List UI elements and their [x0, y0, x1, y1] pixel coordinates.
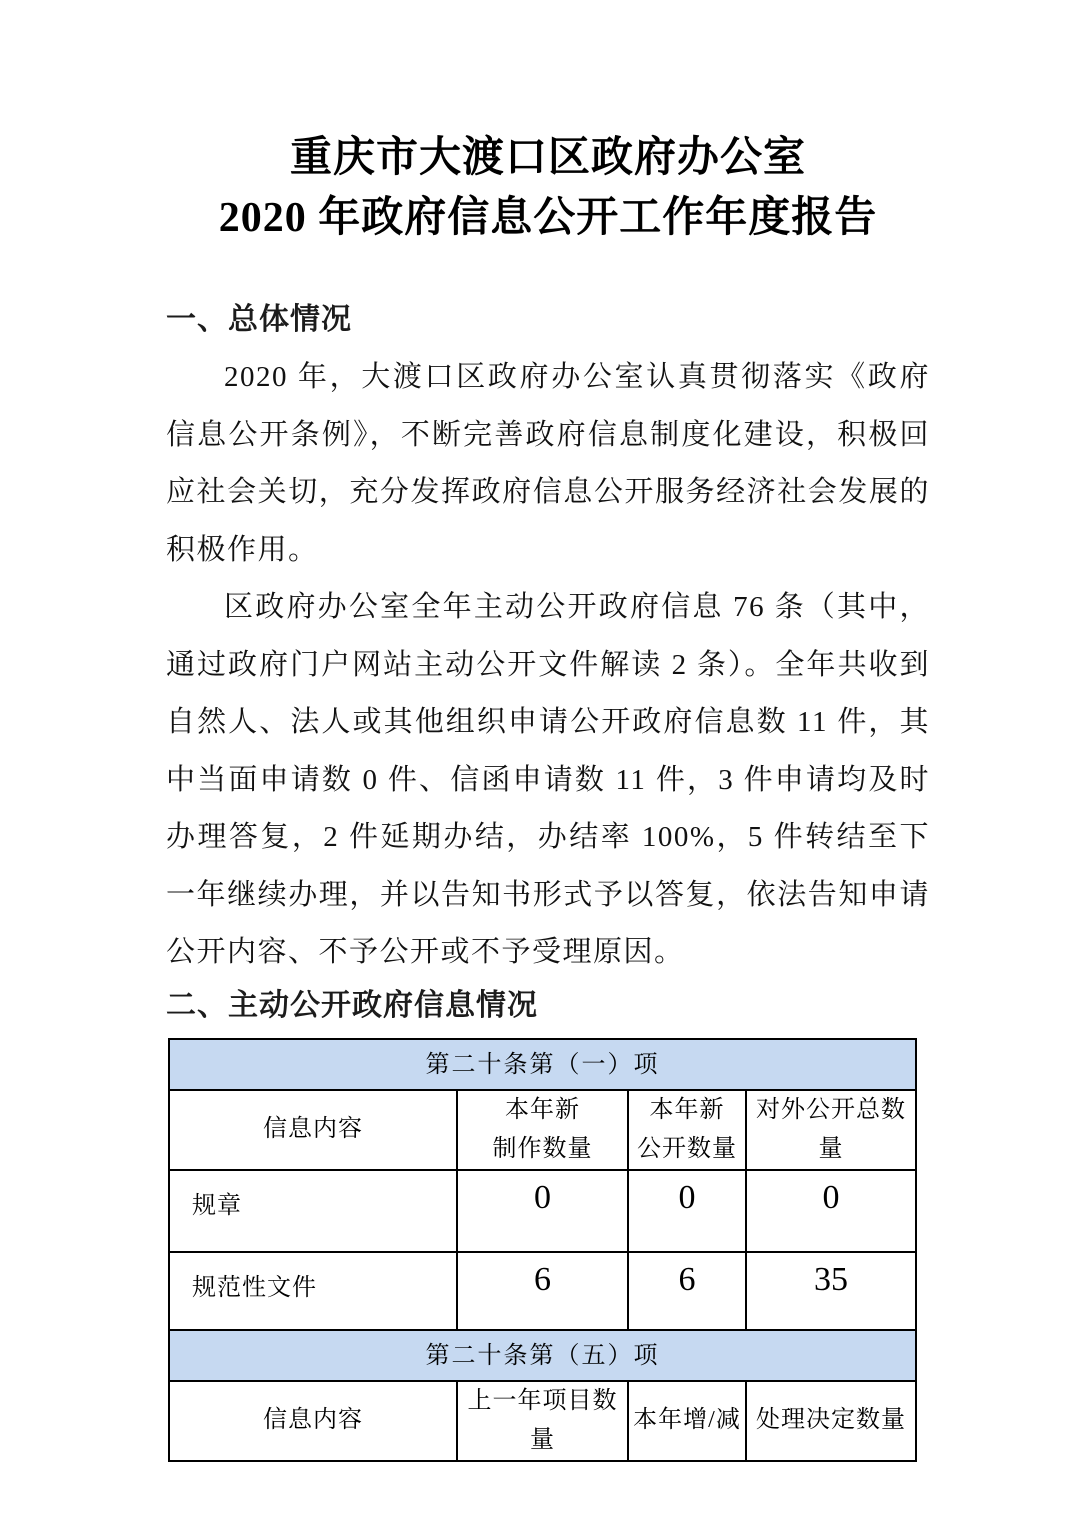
doc-title	[166, 128, 930, 248]
disclosure-table	[168, 1038, 917, 1462]
section-1-paragraph-2: 区政府办公室全年主动公开政府信息 76 条（其中，通过政府门户网站主动公开文件解读 2 条）。全年共收到自然人、法人或其他组织申请公开政府信息数 11 件，其中当面申请数 0 件、信函申请数 11 件，3 件申请均及时办理答复，2 件延期办结，办结率 100%，5 件转结至下一年继续办理，并以告知书形式予以答复，依法告知申请公开内容、不予公开或不予受理原因。	[166, 591, 930, 968]
row-regulations-label: 规章	[169, 1170, 457, 1252]
section-1-paragraph-1: 2020 年，大渡口区政府办公室认真贯彻落实《政府信息公开条例》，不断完善政府信息制度化建设，积极回应社会关切，充分发挥政府信息公开服务经济社会发展的积极作用。	[166, 361, 930, 566]
section-2-heading: 二、主动公开政府信息情况	[166, 988, 538, 1022]
table-row-normative-documents	[169, 1252, 916, 1330]
table-row-regulations	[169, 1170, 916, 1252]
row-normative-documents-new-published: 6	[628, 1252, 746, 1330]
header-processing-decisions: 处理决定数量	[746, 1381, 916, 1461]
table-part1-title-cell: 第二十条第（一）项	[169, 1039, 916, 1090]
section-1-heading: 一、总体情况	[166, 303, 352, 336]
header-year-increase-decrease: 本年增/减	[628, 1381, 746, 1461]
row-regulations-new-produced: 0	[457, 1170, 628, 1252]
header-new-produced-line2: 制作数量	[492, 1135, 593, 1162]
header-info-content-2: 信息内容	[169, 1381, 457, 1461]
header-new-published	[628, 1090, 746, 1170]
table-part2-header-row	[169, 1381, 916, 1461]
header-new-published-line2: 公开数量	[637, 1135, 737, 1162]
table-part2-title-cell: 第二十条第（五）项	[169, 1330, 916, 1381]
table-part1-header-row	[169, 1090, 916, 1170]
doc-title-line2: 2020 年政府信息公开工作年度报告	[218, 195, 878, 241]
row-regulations-total-public: 0	[746, 1170, 916, 1252]
header-last-year-projects: 上一年项目数量	[457, 1381, 628, 1461]
table-part1-title-row	[169, 1039, 916, 1090]
row-normative-documents-new-produced: 6	[457, 1252, 628, 1330]
header-new-produced	[457, 1090, 628, 1170]
doc-title-line1: 重庆市大渡口区政府办公室	[289, 135, 806, 181]
row-normative-documents-total-public: 35	[746, 1252, 916, 1330]
header-new-published-line1: 本年新	[649, 1096, 725, 1123]
row-normative-documents-label: 规范性文件	[169, 1252, 457, 1330]
row-regulations-new-published: 0	[628, 1170, 746, 1252]
table-part2-title-row	[169, 1330, 916, 1381]
header-info-content: 信息内容	[169, 1090, 457, 1170]
header-new-produced-line1: 本年新	[505, 1096, 580, 1123]
header-total-public: 对外公开总数量	[746, 1090, 916, 1170]
